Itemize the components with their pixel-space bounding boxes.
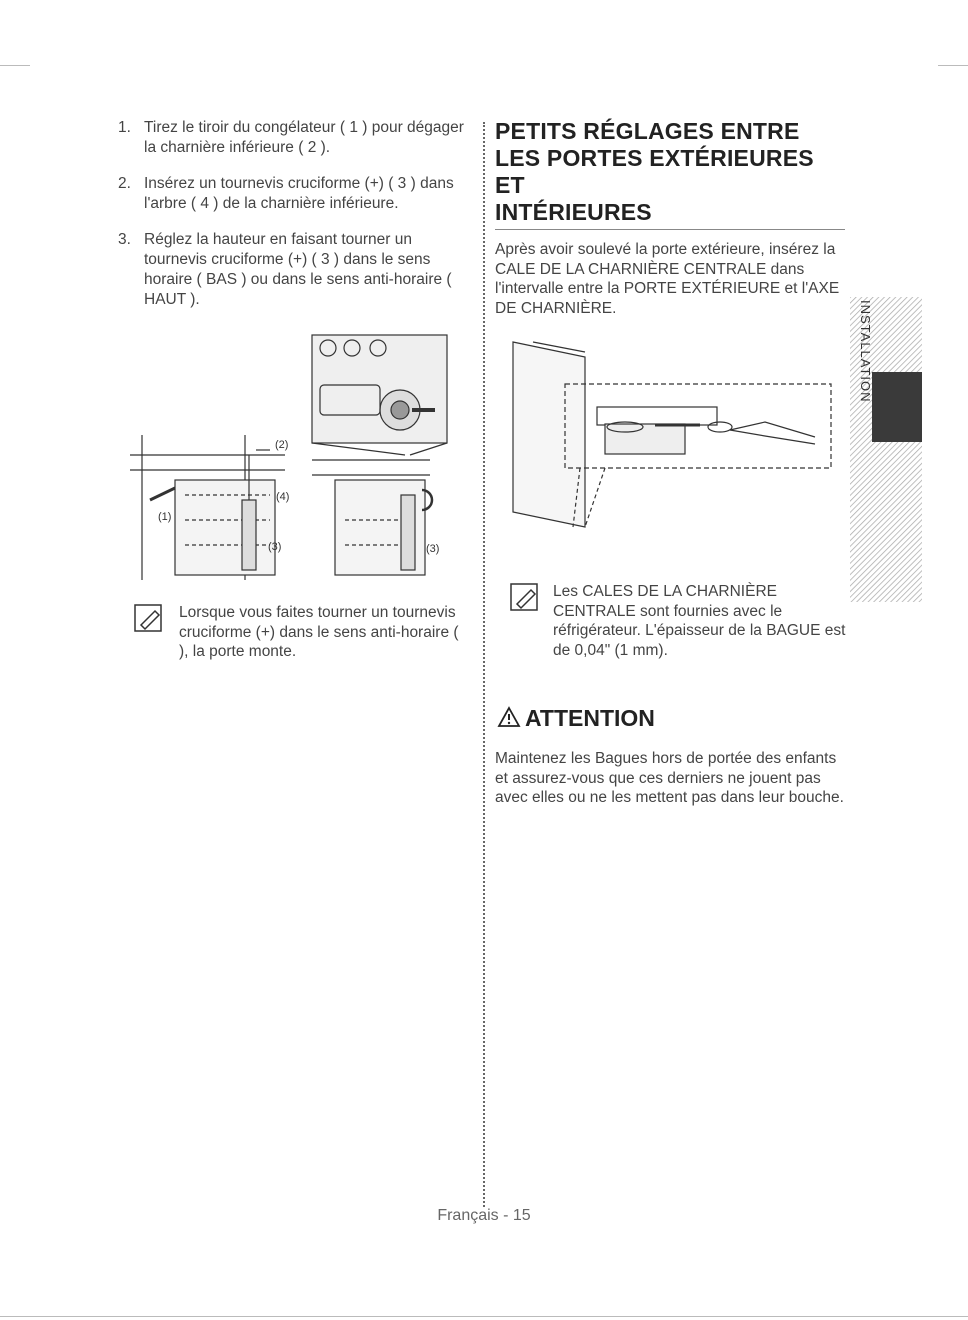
side-tab-label: INSTALLATION xyxy=(858,300,873,403)
attention-text: Maintenez les Bagues hors de portée des enfants et assurez-vous que ces derniers ne jouent pas avec elles ou ne les mettent pas dans leur bouche. xyxy=(495,750,844,806)
note-icon xyxy=(133,603,169,635)
crop-mark xyxy=(938,65,968,66)
note-icon xyxy=(509,582,545,614)
page-footer: Français - 15 xyxy=(437,1207,531,1224)
figure-label: (4) xyxy=(276,491,290,503)
note-text: Les CALES DE LA CHARNIÈRE CENTRALE sont fournies avec le réfrigérateur. L'épaisseur de la BAGUE est de 0,04" (1 mm). xyxy=(553,583,846,659)
warning-icon xyxy=(497,706,521,728)
crop-mark xyxy=(0,65,30,66)
step-list xyxy=(118,118,468,310)
hinge-adjust-figure xyxy=(130,330,460,580)
left-note xyxy=(133,603,463,662)
right-column xyxy=(495,118,850,318)
column-divider xyxy=(483,122,485,1207)
figure-label: (3) xyxy=(268,541,282,553)
figure-label: (3) xyxy=(426,543,440,555)
step-item xyxy=(118,230,468,310)
step-number: 2. xyxy=(118,175,131,192)
attention-heading xyxy=(497,705,655,732)
door-shim-figure xyxy=(505,332,840,532)
intro-paragraph: Après avoir soulevé la porte extérieure, insérez la CALE DE LA CHARNIÈRE CENTRALE dans l'intervalle entre la PORTE EXTÉRIEURE et l'AXE DE CHARNIÈRE. xyxy=(495,241,840,317)
left-column xyxy=(118,118,468,326)
section-title xyxy=(495,118,845,230)
step-number: 1. xyxy=(118,119,131,136)
crop-mark xyxy=(0,1316,968,1317)
section-title-line: INTÉRIEURES xyxy=(495,199,652,225)
step-number: 3. xyxy=(118,231,131,248)
step-item xyxy=(118,174,468,214)
figure-label: (1) xyxy=(158,511,172,523)
step-text: Réglez la hauteur en faisant tourner un tournevis cruciforme (+) ( 3 ) dans le sens horaire ( BAS ) ou dans le sens anti-horaire ( HAUT ). xyxy=(144,231,452,308)
right-note xyxy=(509,582,849,660)
attention-title: ATTENTION xyxy=(525,705,655,731)
section-title-line: PETITS RÉGLAGES ENTRE xyxy=(495,118,800,144)
step-text: Tirez le tiroir du congélateur ( 1 ) pour dégager la charnière inférieure ( 2 ). xyxy=(144,119,464,156)
step-item xyxy=(118,118,468,158)
section-title-line: LES PORTES EXTÉRIEURES ET xyxy=(495,145,814,198)
figure-label: (2) xyxy=(275,439,289,451)
step-text: Insérez un tournevis cruciforme (+) ( 3 ) dans l'arbre ( 4 ) de la charnière inférieure. xyxy=(144,175,454,212)
note-text: Lorsque vous faites tourner un tournevis cruciforme (+) dans le sens anti-horaire ( ), la porte monte. xyxy=(179,604,459,660)
